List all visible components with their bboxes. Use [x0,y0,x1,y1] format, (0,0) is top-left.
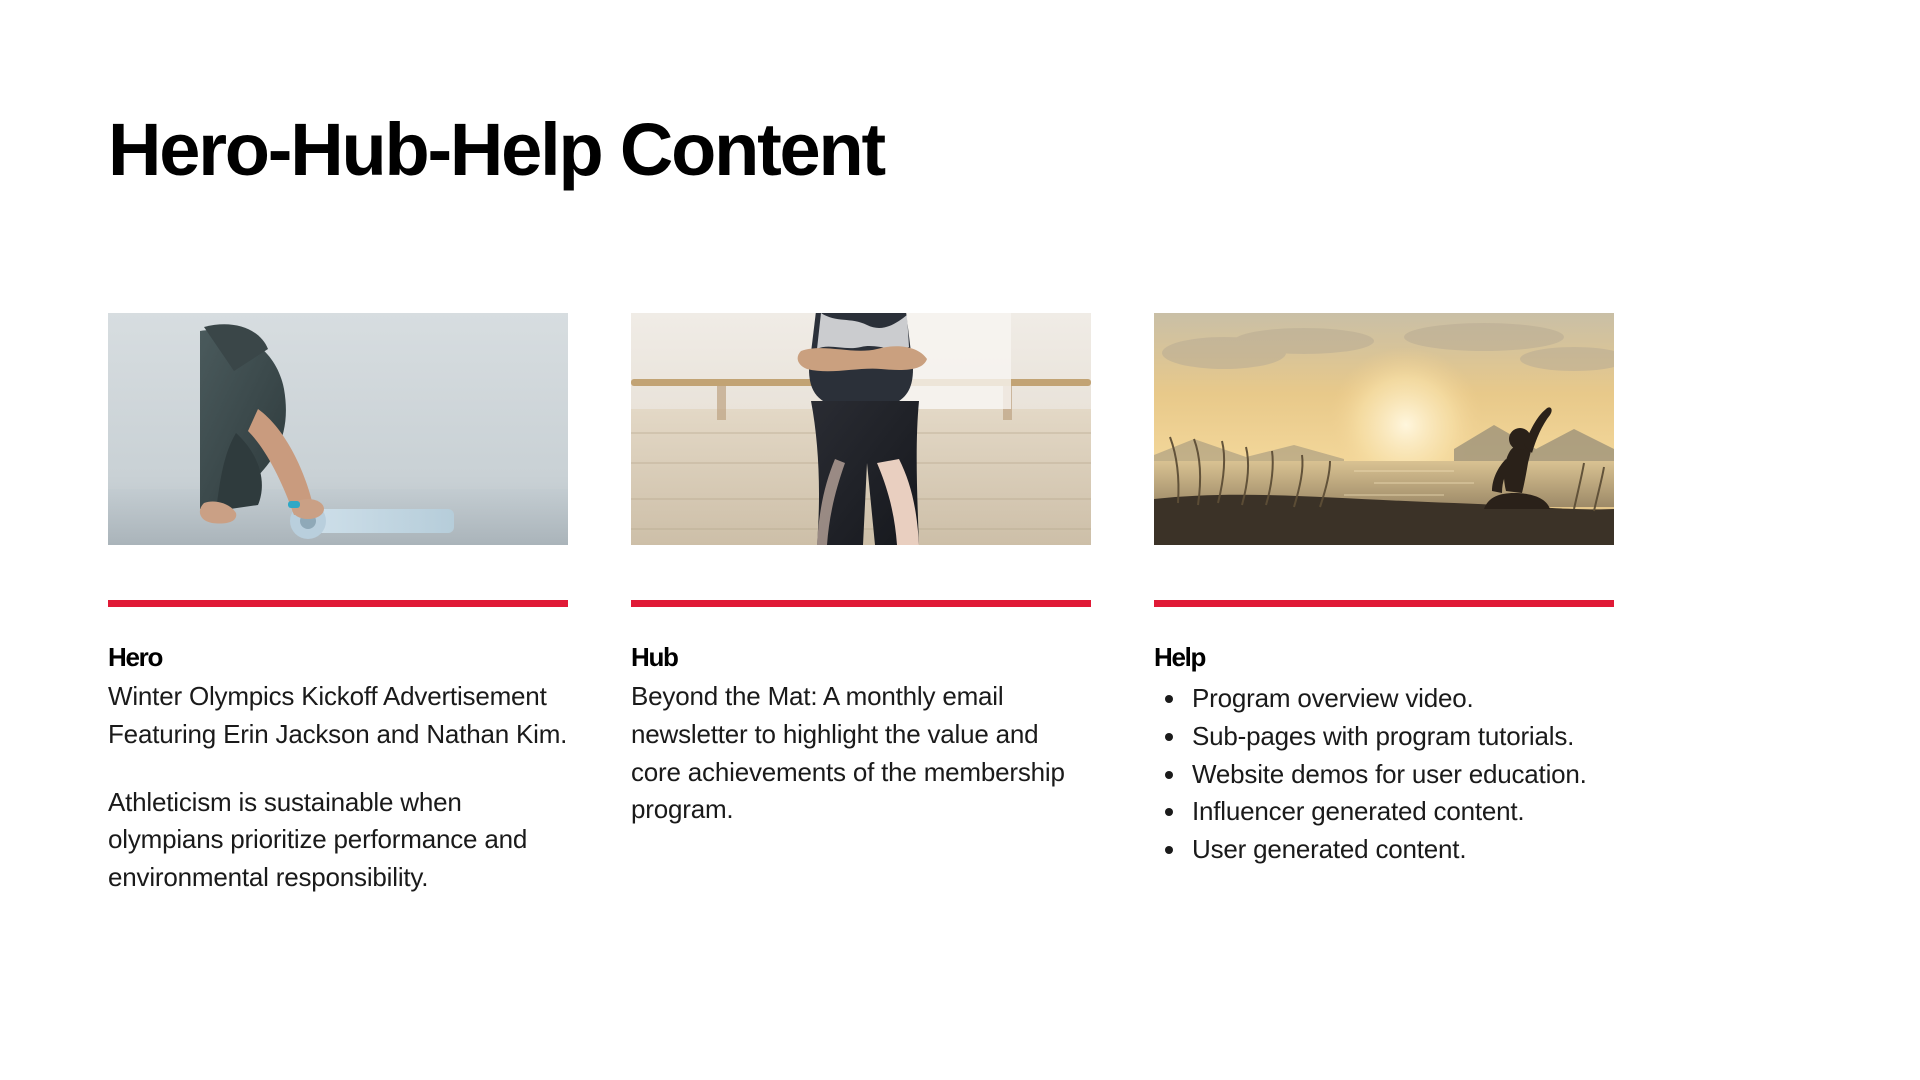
card-paragraph: Athleticism is sustainable when olympians prioritize performance and environmental responsibility. [108,786,528,893]
card-paragraph: Winter Olympics Kickoff Advertisement Featuring Erin Jackson and Nathan Kim. [108,680,568,749]
column-hero [108,313,568,897]
card-body-hub [631,678,1091,830]
page-title: Hero-Hub-Help Content [108,108,884,191]
card-bullet-list [1154,680,1614,870]
accent-divider [108,600,568,607]
woman-arms-crossed-studio-photo [631,313,1091,545]
list-item: • Program overview video. [1188,680,1614,718]
card-heading-help: Help [1154,642,1206,672]
accent-divider [631,600,1091,607]
card-paragraph: Beyond the Mat: A monthly email newsletter to highlight the value and core achievements of the membership program. [631,680,1065,825]
list-item: • Influencer generated content. [1188,793,1614,831]
card-heading-hero: Hero [108,642,163,672]
list-item: • Website demos for user education. [1188,756,1614,794]
woman-yoga-sunset-lake-photo [1154,313,1614,545]
woman-rolling-yoga-mat-photo [108,313,568,545]
accent-divider [1154,600,1614,607]
list-item: • User generated content. [1188,831,1614,869]
column-hub [631,313,1091,897]
content-columns [108,313,1828,897]
card-heading-hub: Hub [631,642,678,672]
card-body-hero [108,678,568,898]
column-help [1154,313,1614,897]
list-item: • Sub-pages with program tutorials. [1188,718,1614,756]
